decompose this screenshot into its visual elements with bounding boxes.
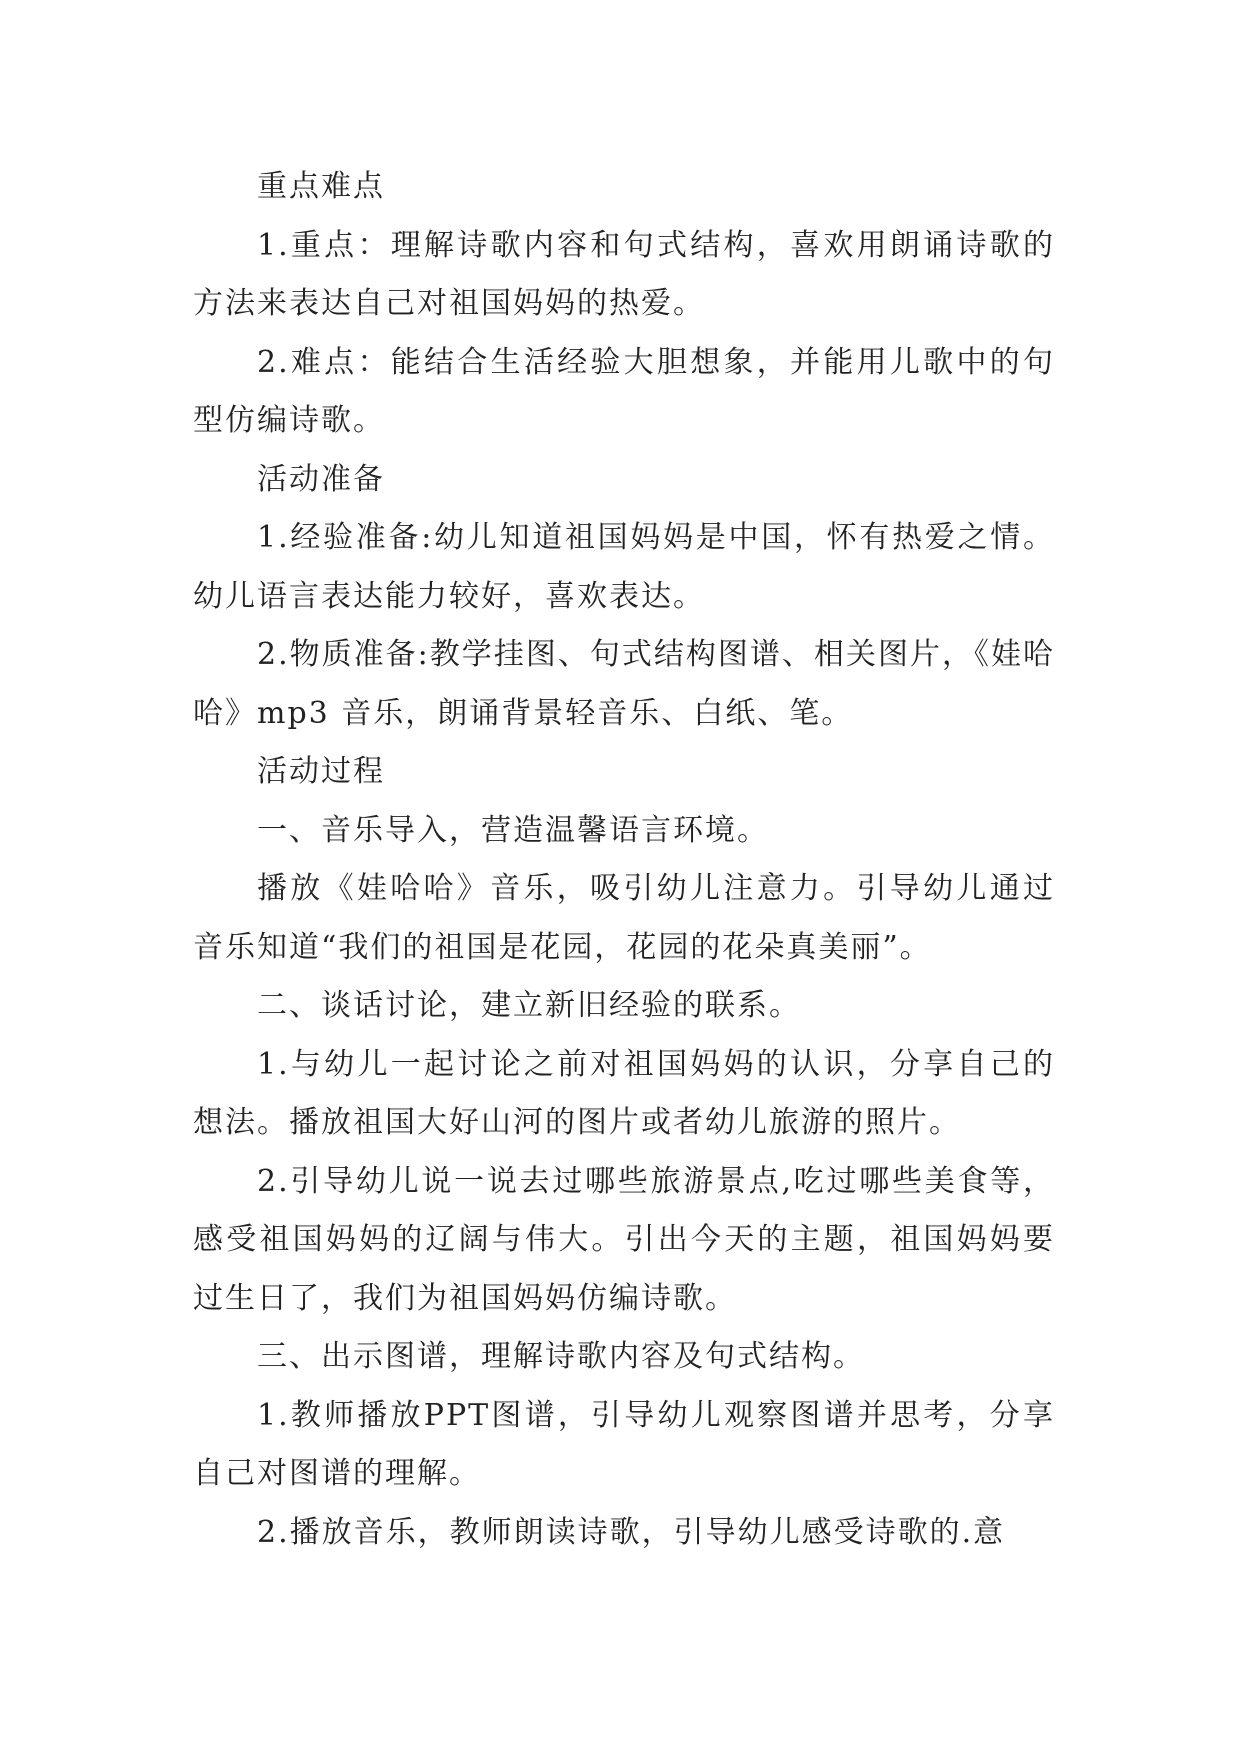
paragraph-key-point: 1.重点：理解诗歌内容和句式结构，喜欢用朗诵诗歌的方法来表达自己对祖国妈妈的热爱。 <box>193 227 1055 321</box>
paragraph-chart-2: 2.播放音乐，教师朗读诗歌，引导幼儿感受诗歌的.意 <box>257 1514 1006 1550</box>
step-heading-discussion: 二、谈话讨论，建立新旧经验的联系。 <box>257 988 801 1023</box>
step-heading-chart: 三、出示图谱，理解诗歌内容及句式结构。 <box>257 1339 865 1374</box>
paragraph-discussion-2: 2.引导幼儿说一说去过哪些旅游景点,吃过哪些美食等，感受祖国妈妈的辽阔与伟大。引出今天的主题，祖国妈妈要过生日了，我们为祖国妈妈仿编诗歌。 <box>193 1163 1055 1316</box>
document-body <box>193 158 1055 1562</box>
step-heading-music-intro: 一、音乐导入，营造温馨语言环境。 <box>257 812 769 848</box>
section-heading-process: 活动过程 <box>257 754 385 789</box>
paragraph-chart-1: 1.教师播放PPT图谱，引导幼儿观察图谱并思考，分享自己对图谱的理解。 <box>193 1397 1055 1491</box>
section-heading-preparation: 活动准备 <box>257 461 385 497</box>
paragraph-material-preparation: 2.物质准备:教学挂图、句式结构图谱、相关图片，《娃哈哈》mp3 音乐，朗诵背景轻音乐、白纸、笔。 <box>193 637 1055 731</box>
section-heading-key-points: 重点难点 <box>257 169 385 204</box>
paragraph-music-intro: 播放《娃哈哈》音乐，吸引幼儿注意力。引导幼儿通过音乐知道“我们的祖国是花园，花园的花朵真美丽”。 <box>193 871 1055 965</box>
paragraph-difficult-point: 2.难点：能结合生活经验大胆想象，并能用儿歌中的句型仿编诗歌。 <box>193 344 1055 438</box>
paragraph-discussion-1: 1.与幼儿一起讨论之前对祖国妈妈的认识，分享自己的想法。播放祖国大好山河的图片或者幼儿旅游的照片。 <box>193 1046 1055 1140</box>
paragraph-experience-preparation: 1.经验准备:幼儿知道祖国妈妈是中国，怀有热爱之情。幼儿语言表达能力较好，喜欢表达。 <box>193 520 1055 614</box>
